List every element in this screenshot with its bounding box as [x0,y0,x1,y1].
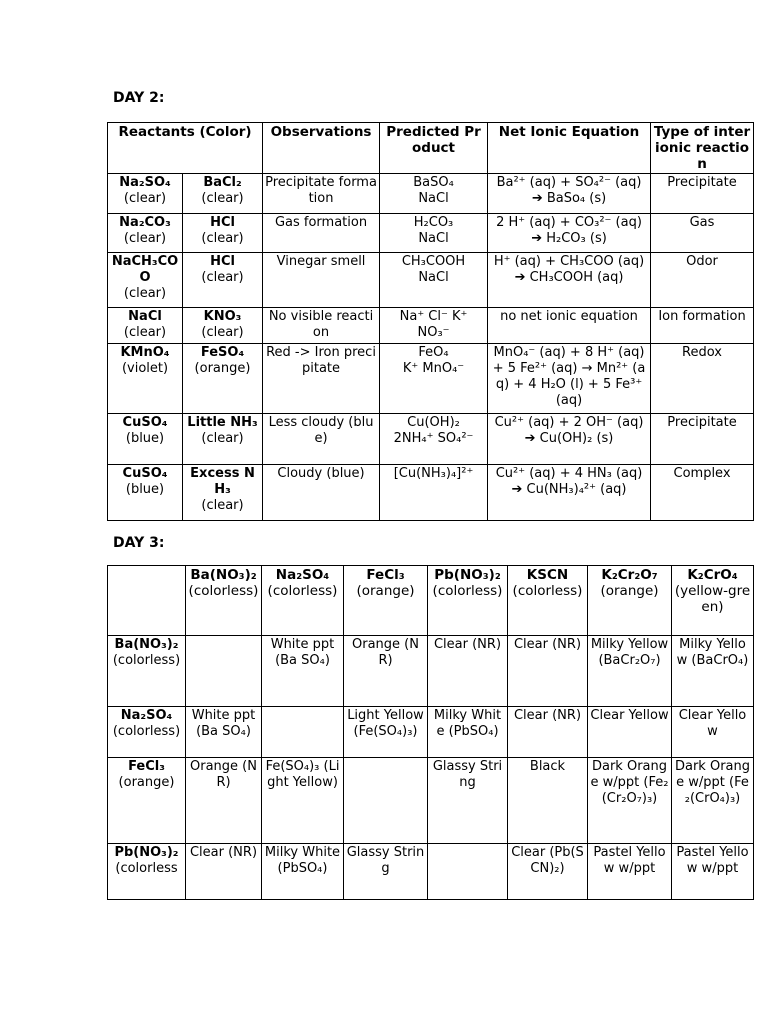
table-row [108,465,754,521]
header-predicted: Predicted Product [380,123,488,174]
reactant2-name: Little NH₃ [187,415,258,430]
column-color: (colorless) [188,583,259,599]
reactant1-cell [108,414,183,465]
result-cell: White ppt (Ba SO₄) [262,636,344,707]
result-cell: Light Yellow (Fe(SO₄)₃) [344,707,428,758]
result-cell: Dark Orange w/ppt (Fe₂(CrO₄)₃) [672,758,754,844]
observation-cell: Less cloudy (blue) [263,414,380,465]
reaction-type-cell: Gas [651,214,754,253]
reactant1-color: (blue) [125,431,165,446]
reactant2-name: BaCl₂ [203,175,242,190]
column-reagent: Pb(NO₃)₂ [434,567,501,583]
day2-header-row [108,123,754,174]
column-header [186,566,262,636]
observation-cell: Cloudy (blue) [263,465,380,521]
day2-heading: DAY 2: [113,90,165,106]
column-color: (orange) [356,583,415,599]
reactant2-name: Excess NH₃ [190,466,255,497]
predicted-line1: [Cu(NH₃)₄]²⁺ [393,466,474,481]
table-row [108,636,754,707]
predicted-cell [380,308,488,344]
reactant1-name: CuSO₄ [122,466,168,481]
reactant2-color: (clear) [201,431,244,446]
result-cell: Pastel Yellow w/ppt [588,844,672,900]
reactant2-cell [183,465,263,521]
row-reagent: Na₂SO₄ [120,708,173,723]
column-header [508,566,588,636]
reactant1-cell [108,344,183,414]
day2-table [107,122,754,521]
header-net-ionic: Net Ionic Equation [488,123,651,174]
reactant1-cell [108,308,183,344]
column-color: (colorless) [432,583,503,599]
result-cell: Clear (NR) [508,636,588,707]
column-reagent: Na₂SO₄ [275,567,330,583]
reactant2-color: (clear) [201,191,244,206]
reactant2-cell [183,414,263,465]
column-color: (colorless) [267,583,338,599]
reactant2-cell [183,253,263,308]
reactant2-name: FeSO₄ [200,345,245,360]
reactant2-cell [183,308,263,344]
column-header [428,566,508,636]
predicted-cell [380,214,488,253]
result-cell: Dark Orange w/ppt (Fe₂(Cr₂O₇)₃) [588,758,672,844]
column-header [344,566,428,636]
reaction-type-cell: Precipitate [651,174,754,214]
predicted-cell [380,344,488,414]
column-color: (orange) [600,583,659,599]
result-cell: Fe(SO₄)₃ (Light Yellow) [262,758,344,844]
table-row [108,414,754,465]
row-header [108,844,186,900]
result-cell: Clear (NR) [508,707,588,758]
result-cell: Pastel Yellow w/ppt [672,844,754,900]
reactant2-color: (orange) [194,361,251,376]
result-cell: Black [508,758,588,844]
predicted-line2: 2NH₄⁺ SO₄²⁻ [393,431,474,446]
result-cell: Orange (NR) [186,758,262,844]
reactant1-name: Na₂SO₄ [119,175,171,190]
row-reagent: Pb(NO₃)₂ [114,845,179,860]
table-row [108,344,754,414]
reactant1-name: NaCl [128,309,162,324]
row-header [108,758,186,844]
equation-cell: Ba²⁺ (aq) + SO₄²⁻ (aq) ➔ BaSo₄ (s) [488,174,651,214]
result-cell: Clear (NR) [186,844,262,900]
reactant2-name: KNO₃ [203,309,242,324]
reactant1-name: KMnO₄ [120,345,170,360]
reactant1-color: (clear) [123,286,167,301]
reactant1-color: (clear) [123,191,167,206]
predicted-line1: Cu(OH)₂ [407,415,460,430]
result-cell [186,636,262,707]
row-header [108,707,186,758]
reaction-type-cell: Precipitate [651,414,754,465]
reaction-type-cell: Ion formation [651,308,754,344]
header-reactants: Reactants (Color) [108,123,263,174]
column-header [672,566,754,636]
equation-cell: MnO₄⁻ (aq) + 8 H⁺ (aq) + 5 Fe²⁺ (aq) → Mn²⁺ (aq) + 4 H₂O (l) + 5 Fe³⁺ (aq) [488,344,651,414]
reactant1-name: Na₂CO₃ [119,215,171,230]
row-color: (colorless [115,861,178,876]
predicted-line2: K⁺ MnO₄⁻ [402,361,465,376]
header-type: Type of interionic reaction [651,123,754,174]
result-cell: Milky Yellow (BaCrO₄) [672,636,754,707]
column-color: (colorless) [512,583,583,599]
row-header [108,636,186,707]
column-header [588,566,672,636]
reactant1-name: CuSO₄ [122,415,168,430]
result-cell [262,707,344,758]
row-color: (colorless) [112,653,181,668]
predicted-line2: NO₃⁻ [417,325,450,340]
result-cell: Clear Yellow [588,707,672,758]
reactant2-color: (clear) [201,270,244,285]
equation-cell: no net ionic equation [488,308,651,344]
equation-cell: H⁺ (aq) + CH₃COO (aq) ➔ CH₃COOH (aq) [488,253,651,308]
result-cell: Clear (Pb(SCN)₂) [508,844,588,900]
reactant2-cell [183,214,263,253]
column-reagent: FeCl₃ [366,567,405,583]
table-row [108,308,754,344]
table-row [108,174,754,214]
row-reagent: FeCl₃ [128,759,165,774]
result-cell: Glassy String [344,844,428,900]
predicted-cell [380,465,488,521]
row-reagent: Ba(NO₃)₂ [114,637,179,652]
reactant2-color: (clear) [201,325,244,340]
result-cell: Orange (NR) [344,636,428,707]
corner-cell [108,566,186,636]
reactant2-cell [183,174,263,214]
result-cell: White ppt (Ba SO₄) [186,707,262,758]
reactant2-cell [183,344,263,414]
observation-cell: Red -> Iron precipitate [263,344,380,414]
reaction-type-cell: Redox [651,344,754,414]
equation-cell: Cu²⁺ (aq) + 2 OH⁻ (aq) ➔ Cu(OH)₂ (s) [488,414,651,465]
observation-cell: Vinegar smell [263,253,380,308]
reactant1-color: (blue) [125,482,165,497]
reactant1-cell [108,214,183,253]
predicted-line1: Na⁺ Cl⁻ K⁺ [399,309,468,324]
reactant1-color: (clear) [123,231,167,246]
result-cell: Milky Yellow (BaCr₂O₇) [588,636,672,707]
predicted-line1: FeO₄ [418,345,449,360]
reaction-type-cell: Complex [651,465,754,521]
row-color: (orange) [118,775,175,790]
reactant1-cell [108,465,183,521]
table-row [108,253,754,308]
reactant1-color: (violet) [121,361,169,376]
row-color: (colorless) [112,724,181,739]
predicted-line2: NaCl [418,231,449,246]
table-row [108,707,754,758]
column-reagent: KSCN [526,567,569,583]
predicted-line1: BaSO₄ [413,175,454,190]
reactant2-name: HCl [210,215,235,230]
reactant2-color: (clear) [201,498,244,513]
result-cell: Glassy String [428,758,508,844]
column-reagent: K₂CrO₄ [687,567,738,583]
reactant1-color: (clear) [123,325,167,340]
result-cell: Milky White (PbSO₄) [262,844,344,900]
reactant2-color: (clear) [201,231,244,246]
result-cell: Milky White (PbSO₄) [428,707,508,758]
observation-cell: Gas formation [263,214,380,253]
result-cell: Clear (NR) [428,636,508,707]
table-row [108,844,754,900]
result-cell [428,844,508,900]
reactant1-name: NaCH₃COO [111,254,179,285]
predicted-line1: H₂CO₃ [413,215,454,230]
predicted-line1: CH₃COOH [401,254,466,269]
predicted-cell [380,253,488,308]
column-color: (yellow-green) [674,583,751,615]
table-row [108,758,754,844]
day3-table [107,565,754,900]
reactant2-name: HCl [210,254,235,269]
predicted-line2: NaCl [418,191,449,206]
equation-cell: 2 H⁺ (aq) + CO₃²⁻ (aq) ➔ H₂CO₃ (s) [488,214,651,253]
result-cell [344,758,428,844]
predicted-cell [380,414,488,465]
observation-cell: Precipitate formation [263,174,380,214]
column-reagent: Ba(NO₃)₂ [190,567,257,583]
reactant1-cell [108,253,183,308]
column-header [262,566,344,636]
day3-heading: DAY 3: [113,535,165,551]
predicted-line2: NaCl [418,270,449,285]
observation-cell: No visible reaction [263,308,380,344]
reaction-type-cell: Odor [651,253,754,308]
predicted-cell [380,174,488,214]
column-reagent: K₂Cr₂O₇ [601,567,658,583]
result-cell: Clear Yellow [672,707,754,758]
day3-header-row [108,566,754,636]
reactant1-cell [108,174,183,214]
table-row [108,214,754,253]
equation-cell: Cu²⁺ (aq) + 4 HN₃ (aq) ➔ Cu(NH₃)₄²⁺ (aq) [488,465,651,521]
header-observations: Observations [263,123,380,174]
